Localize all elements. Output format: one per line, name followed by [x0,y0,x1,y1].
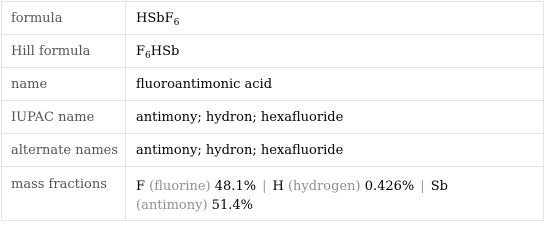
properties-table [1,1,544,221]
element-fraction: 51.4% [211,198,253,213]
row-alternate-names [2,134,544,167]
row-hill-formula [2,35,544,68]
row-label: mass fractions [2,167,126,221]
hill-formula-subscript: 6 [145,50,151,61]
alternate-names-value: antimony; hydron; hexafluoride [126,134,544,167]
name-value: fluoroantimonic acid [126,68,544,101]
row-label: Hill formula [2,35,126,68]
formula-main: HSbF [136,10,174,26]
hill-formula-value [126,35,544,68]
row-name [2,68,544,101]
hill-formula-pre: F [136,43,146,59]
row-label: IUPAC name [2,101,126,134]
mass-fractions-value [126,167,544,221]
row-formula [2,2,544,35]
separator: | [262,179,267,194]
element-symbol: Sb [430,179,448,194]
hill-formula-post: HSb [150,43,180,59]
element-symbol: H [272,179,284,194]
formula-subscript: 6 [173,17,180,28]
element-name: (antimony) [136,198,208,213]
formula-value [126,2,544,35]
element-name: (hydrogen) [287,179,361,194]
row-label: formula [2,2,126,35]
element-fraction: 48.1% [214,179,257,194]
element-name: (fluorine) [149,179,211,194]
row-label: alternate names [2,134,126,167]
row-iupac-name [2,101,544,134]
separator: | [420,179,425,194]
element-symbol: F [136,179,146,194]
iupac-name-value: antimony; hydron; hexafluoride [126,101,544,134]
row-mass-fractions [2,167,544,221]
row-label: name [2,68,126,101]
element-fraction: 0.426% [364,179,415,194]
